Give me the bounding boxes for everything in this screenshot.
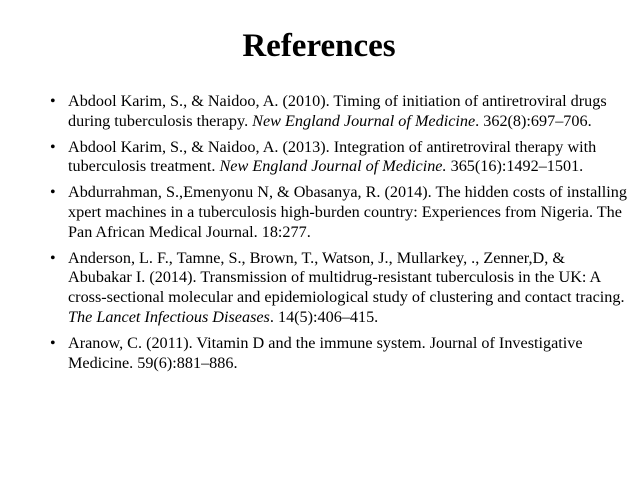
journal-name: New England Journal of Medicine [252, 111, 476, 130]
reference-citation: 365(16):1492–1501. [446, 157, 584, 176]
reference-text: Anderson, L. F., Tamne, S., Brown, T., Watson, J., Mullarkey, ., Zenner,D, & Abubakar I. (2014). Transmission of multidrug-resistant tuberculosis in the UK: A cross-sectional molecular and epidemiological study of clustering and contact tracing. [68, 248, 625, 307]
reference-item [50, 183, 630, 242]
reference-text: Abdurrahman, S.,Emenyonu N, & Obasanya, R. (2014). The hidden costs of installing xpert machines in a tuberculosis high-burden country: Experiences from Nigeria. The Pan African Medical Journal. 18:277. [68, 183, 627, 241]
bullet-icon: • [50, 334, 56, 352]
reference-text: Abdool Karim, S., & Naidoo, A. (2013). Integration of antiretroviral therapy with tuberculosis treatment. [68, 137, 597, 176]
reference-item [50, 138, 630, 178]
bullet-icon: • [50, 138, 56, 156]
reference-text: Abdool Karim, S., & Naidoo, A. (2010). Timing of initiation of antiretroviral drugs during tuberculosis therapy. [68, 92, 607, 130]
reference-text: Aranow, C. (2011). Vitamin D and the immune system. Journal of Investigative Medicine. 59(6):881–886. [68, 333, 583, 372]
reference-citation: . 362(8):697–706. [475, 111, 592, 130]
bullet-icon: • [50, 93, 56, 110]
bullet-icon: • [50, 249, 56, 267]
slide-title: References [242, 28, 396, 64]
reference-item [50, 334, 630, 374]
reference-item [50, 249, 630, 328]
bullet-icon: • [50, 184, 56, 202]
reference-citation: . 14(5):406–415. [269, 307, 379, 326]
journal-name: New England Journal of Medicine. [219, 157, 447, 176]
journal-name: The Lancet Infectious Diseases [68, 307, 270, 326]
reference-list [50, 92, 630, 379]
reference-item [50, 92, 630, 132]
